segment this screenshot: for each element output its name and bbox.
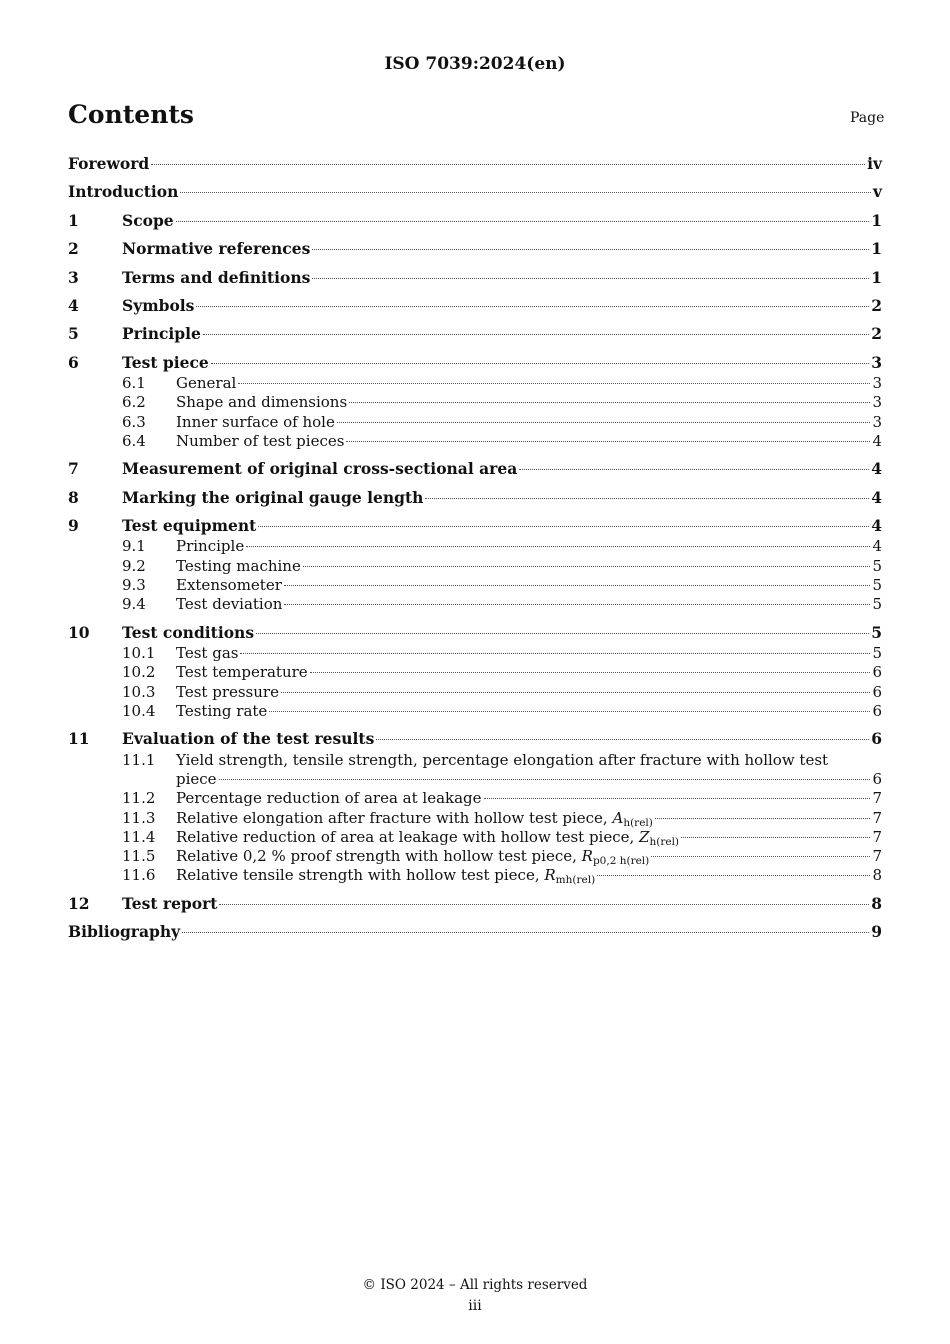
toc-entry-9-2[interactable] [68, 557, 882, 576]
toc-entry-number: 6.4 [122, 432, 146, 451]
dot-leader [425, 498, 869, 499]
dot-leader [376, 739, 869, 740]
dot-leader [258, 526, 869, 527]
toc-entry-page: 7 [872, 847, 882, 866]
dot-leader [246, 546, 870, 547]
symbol-subscript: h(rel) [623, 816, 653, 829]
copyright-notice: © ISO 2024 – All rights reserved [362, 1277, 588, 1293]
toc-entry-11-2[interactable] [68, 789, 882, 808]
toc-entry-number: 6 [68, 352, 79, 372]
dot-leader [269, 711, 870, 712]
toc-entry-9-4[interactable] [68, 595, 882, 614]
toc-entry-7[interactable] [68, 455, 882, 483]
page-column-label: Page [850, 110, 885, 126]
toc-entry-page: 4 [871, 459, 882, 479]
toc-entry-title: Scope [122, 210, 174, 230]
toc-entry-6[interactable] [68, 349, 882, 377]
toc-entry-page: 3 [871, 352, 882, 372]
toc-entry-page: 3 [872, 412, 882, 431]
toc-entry-title: Relative 0,2 % proof strength with hollow test piece, [176, 847, 582, 866]
toc-entry-number: 11.4 [122, 827, 156, 846]
dot-leader [519, 469, 869, 470]
toc-entry-title: Relative tensile strength with hollow test piece, [176, 866, 545, 885]
toc-entry-page: 6 [872, 663, 882, 682]
toc-entry-number: 9.1 [122, 537, 146, 556]
toc-entry-title: Testing machine [176, 556, 301, 575]
toc-entry-page: 6 [871, 729, 882, 749]
toc-entry-10-3[interactable] [68, 683, 882, 702]
toc-entry-page: 5 [872, 556, 882, 575]
dot-leader [284, 585, 871, 586]
toc-entry-number: 12 [68, 893, 90, 913]
dot-leader [151, 164, 865, 165]
dot-leader [655, 818, 871, 819]
toc-entry-title: Test conditions [122, 622, 255, 642]
toc-entry-9-3[interactable] [68, 576, 882, 595]
toc-entry-9[interactable] [68, 512, 882, 540]
toc-entry-5[interactable] [68, 320, 882, 348]
toc-entry-10-2[interactable] [68, 663, 882, 682]
document-id-header: ISO 7039:2024(en) [384, 54, 566, 74]
toc-entry-page: 6 [872, 682, 882, 701]
toc-entry-10-4[interactable] [68, 702, 882, 721]
dot-leader [484, 798, 871, 799]
dot-leader [176, 221, 870, 222]
page-number: iii [468, 1298, 482, 1314]
toc-entry-page: 1 [871, 239, 882, 259]
toc-entry-title: Percentage reduction of area at leakage [176, 789, 482, 808]
toc-entry-page: 7 [872, 808, 882, 827]
dot-leader [238, 383, 870, 384]
dot-leader [312, 249, 869, 250]
toc-entry-6-4[interactable] [68, 432, 882, 451]
toc-entry-page: 8 [871, 893, 882, 913]
toc-entry-11-3[interactable] [68, 809, 882, 828]
toc-entry-number: 1 [68, 210, 79, 230]
toc-entry-number: 3 [68, 267, 79, 287]
toc-entry-page: 3 [872, 393, 882, 412]
toc-entry-11-4[interactable] [68, 828, 882, 847]
toc-entry-title: Shape and dimensions [176, 393, 348, 412]
toc-entry-page: 1 [871, 210, 882, 230]
toc-entry-page: iv [867, 154, 882, 173]
symbol-subscript: h(rel) [649, 835, 680, 848]
toc-entry-page: 5 [872, 644, 882, 663]
dot-leader [303, 566, 871, 567]
toc-entry-title: Introduction [68, 182, 179, 202]
toc-entry-title-wrap [176, 866, 595, 885]
toc-entry-9-1[interactable] [68, 537, 882, 556]
toc-entry-page: 9 [871, 922, 882, 942]
dot-leader [180, 192, 871, 193]
toc-entry-title: Measurement of original cross-sectional area [122, 459, 518, 479]
toc-entry-bibliography[interactable] [68, 918, 882, 946]
toc-entry-page: 5 [872, 595, 882, 614]
toc-entry-page: 4 [872, 537, 882, 556]
table-of-contents [68, 150, 882, 947]
toc-entry-11-1[interactable] [68, 751, 882, 790]
toc-entry-number: 4 [68, 295, 79, 315]
toc-entry-introduction[interactable] [68, 178, 882, 206]
toc-entry-title: Evaluation of the test results [122, 729, 375, 749]
toc-entry-title: Test piece [122, 352, 209, 372]
toc-entry-11[interactable] [68, 725, 882, 753]
dot-leader [349, 402, 870, 403]
symbol: R [581, 847, 593, 866]
toc-entry-title: Bibliography [68, 922, 181, 942]
toc-entry-title: Relative elongation after fracture with hollow test piece, [176, 808, 613, 827]
toc-entry-title: Number of test pieces [176, 432, 345, 451]
toc-entry-number: 6.2 [122, 393, 146, 412]
toc-entry-3[interactable] [68, 264, 882, 292]
toc-entry-11-5[interactable] [68, 847, 882, 866]
dot-leader [284, 604, 870, 605]
dot-leader [312, 278, 869, 279]
toc-entry-title-wrap [176, 847, 649, 866]
toc-entry-2[interactable] [68, 235, 882, 263]
dot-leader [203, 334, 869, 335]
toc-entry-number: 8 [68, 487, 79, 507]
toc-entry-number: 9.2 [122, 556, 146, 575]
toc-entry-number: 6.1 [122, 374, 146, 393]
toc-entry-number: 9.4 [122, 595, 146, 614]
toc-entry-number: 10.2 [122, 663, 156, 682]
toc-entry-page: v [872, 182, 882, 202]
toc-entry-number: 9 [68, 516, 79, 536]
toc-entry-title-line1: Yield strength, tensile strength, percentage elongation after fracture with hollow test [176, 750, 829, 769]
toc-entry-number: 5 [68, 324, 79, 344]
dot-leader [651, 856, 870, 857]
toc-entry-number: 7 [68, 459, 79, 479]
symbol: Z [639, 827, 650, 846]
toc-entry-number: 6.3 [122, 412, 146, 431]
toc-entry-page: 7 [872, 789, 882, 808]
symbol: A [612, 808, 624, 827]
toc-entry-number: 10 [68, 622, 90, 642]
toc-entry-title: Terms and definitions [122, 267, 311, 287]
toc-entry-number: 10.3 [122, 682, 156, 701]
toc-entry-6-1[interactable] [68, 374, 882, 393]
toc-entry-12[interactable] [68, 890, 882, 918]
toc-entry-number: 9.3 [122, 576, 146, 595]
dot-leader [219, 904, 869, 905]
toc-entry-foreword[interactable] [68, 150, 882, 178]
dot-leader [211, 363, 869, 364]
toc-entry-6-2[interactable] [68, 393, 882, 412]
toc-entry-6-3[interactable] [68, 413, 882, 432]
toc-entry-title: Test deviation [176, 595, 283, 614]
toc-entry-page: 4 [871, 487, 882, 507]
toc-entry-number: 2 [68, 239, 79, 259]
toc-entry-title: Marking the original gauge length [122, 487, 424, 507]
toc-entry-10-1[interactable] [68, 644, 882, 663]
dot-leader [681, 837, 870, 838]
toc-entry-page: 4 [871, 516, 882, 536]
toc-entry-title-wrap [176, 809, 653, 828]
toc-entry-page: 7 [872, 827, 882, 846]
toc-entry-number: 10.4 [122, 701, 156, 720]
page-title: Contents [68, 100, 195, 129]
toc-entry-page: 2 [871, 324, 882, 344]
toc-entry-number: 11.1 [122, 750, 156, 769]
toc-entry-number: 11.5 [122, 847, 156, 866]
toc-entry-title: Test pressure [176, 682, 279, 701]
toc-entry-8[interactable] [68, 484, 882, 512]
toc-entry-4[interactable] [68, 292, 882, 320]
dot-leader [182, 932, 869, 933]
toc-entry-title-line2: piece [176, 769, 217, 788]
toc-entry-number: 10.1 [122, 644, 156, 663]
dot-leader [281, 692, 870, 693]
toc-entry-11-6[interactable] [68, 866, 882, 885]
toc-entry-number: 11.6 [122, 866, 156, 885]
toc-entry-title: Test gas [176, 644, 239, 663]
toc-entry-1[interactable] [68, 207, 882, 235]
toc-entry-10[interactable] [68, 619, 882, 647]
toc-entry-title: Extensometer [176, 576, 282, 595]
toc-entry-title: Foreword [68, 154, 150, 173]
symbol-subscript: mh(rel) [555, 874, 596, 887]
toc-entry-page: 6 [872, 769, 882, 788]
toc-entry-page: 3 [872, 374, 882, 393]
toc-entry-title: General [176, 374, 237, 393]
dot-leader [256, 633, 869, 634]
toc-entry-page: 8 [872, 866, 882, 885]
toc-entry-page: 2 [871, 295, 882, 315]
toc-entry-page: 1 [871, 267, 882, 287]
toc-entry-title: Test report [122, 893, 218, 913]
toc-entry-page: 6 [872, 701, 882, 720]
dot-leader [219, 779, 871, 780]
toc-entry-page: 4 [872, 432, 882, 451]
toc-entry-number: 11 [68, 729, 90, 749]
dot-leader [597, 875, 870, 876]
toc-entry-title: Relative reduction of area at leakage with hollow test piece, [176, 827, 640, 846]
symbol: R [544, 866, 556, 885]
toc-entry-page: 5 [872, 576, 882, 595]
toc-entry-title: Test equipment [122, 516, 257, 536]
toc-entry-number: 11.2 [122, 789, 156, 808]
toc-entry-title: Principle [122, 324, 201, 344]
dot-leader [337, 422, 871, 423]
dot-leader [310, 672, 871, 673]
toc-entry-title: Test temperature [176, 663, 308, 682]
toc-entry-number: 11.3 [122, 808, 156, 827]
toc-entry-title-wrap [176, 828, 679, 847]
symbol-subscript: p0,2 h(rel) [592, 855, 650, 868]
dot-leader [196, 306, 869, 307]
toc-entry-page: 5 [871, 622, 882, 642]
toc-entry-title: Testing rate [176, 701, 268, 720]
toc-entry-title: Normative references [122, 239, 311, 259]
dot-leader [346, 441, 870, 442]
toc-entry-title: Inner surface of hole [176, 412, 335, 431]
toc-entry-title: Principle [176, 537, 245, 556]
toc-entry-title: Symbols [122, 295, 195, 315]
dot-leader [240, 653, 870, 654]
